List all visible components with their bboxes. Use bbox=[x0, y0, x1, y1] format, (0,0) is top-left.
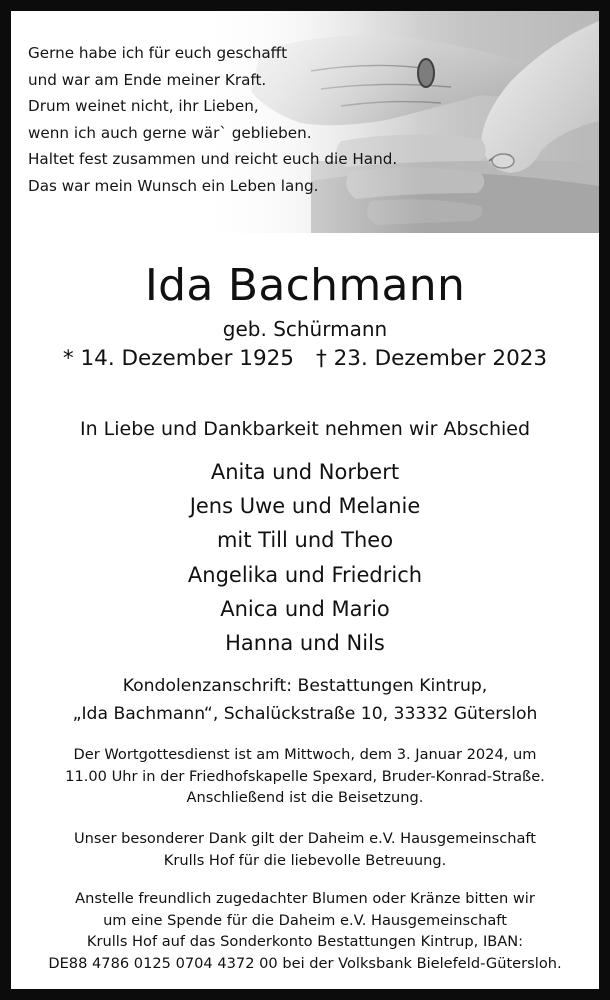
family-list bbox=[11, 455, 599, 660]
donation-line: Krulls Hof auf das Sonderkonto Bestattungen Kintrup, IBAN: bbox=[86, 933, 524, 951]
donation-note bbox=[11, 888, 599, 975]
thanks-line: Unser besonderer Dank gilt der Daheim e.V. Hausgemeinschaft bbox=[73, 830, 537, 847]
poem bbox=[28, 40, 468, 199]
poem-line: wenn ich auch gerne wär` geblieben. bbox=[28, 123, 312, 142]
deceased-name: Ida Bachmann bbox=[144, 260, 466, 311]
life-dates bbox=[11, 344, 599, 374]
thanks-line: Krulls Hof für die liebevolle Betreuung. bbox=[163, 851, 447, 869]
death-date: † 23. Dezember 2023 bbox=[316, 346, 548, 371]
thanks-note bbox=[11, 828, 599, 871]
service-line: 11.00 Uhr in der Friedhofskapelle Spexard, Bruder-Konrad-Straße. bbox=[65, 767, 545, 785]
family-member: mit Till und Theo bbox=[216, 528, 394, 553]
family-member: Jens Uwe und Melanie bbox=[189, 494, 421, 519]
condolence-address bbox=[11, 672, 599, 728]
family-member: Anica und Mario bbox=[220, 596, 390, 621]
service-line: Der Wortgottesdienst ist am Mittwoch, dem 3. Januar 2024, um bbox=[73, 746, 537, 763]
family-member: Anita und Norbert bbox=[210, 460, 400, 484]
service-line: Anschließend ist die Beisetzung. bbox=[186, 789, 424, 807]
poem-line: Das war mein Wunsch ein Leben lang. bbox=[28, 176, 319, 195]
donation-line: Anstelle freundlich zugedachter Blumen oder Kränze bitten wir bbox=[75, 890, 535, 907]
poem-line: und war am Ende meiner Kraft. bbox=[28, 70, 267, 89]
service-info bbox=[11, 744, 599, 809]
maiden-name: geb. Schürmann bbox=[222, 317, 388, 341]
donation-line: um eine Spende für die Daheim e.V. Hausgemeinschaft bbox=[103, 911, 507, 929]
donation-line: DE88 4786 0125 0704 4372 00 bei der Volksbank Bielefeld-Gütersloh. bbox=[48, 955, 562, 973]
family-member: Angelika und Friedrich bbox=[187, 562, 423, 587]
poem-line: Haltet fest zusammen und reicht euch die Hand. bbox=[28, 150, 398, 168]
birth-date: * 14. Dezember 1925 bbox=[62, 346, 294, 371]
farewell-line: In Liebe und Dankbarkeit nehmen wir Abschied bbox=[79, 418, 531, 440]
poem-line: Gerne habe ich für euch geschafft bbox=[28, 44, 288, 62]
poem-line: Drum weinet nicht, ihr Lieben, bbox=[28, 97, 259, 115]
condolence-line: „Ida Bachmann“, Schalückstraße 10, 33332 Gütersloh bbox=[72, 704, 538, 724]
family-member: Hanna und Nils bbox=[225, 631, 385, 656]
condolence-line: Kondolenzanschrift: Bestattungen Kintrup, bbox=[122, 676, 488, 696]
